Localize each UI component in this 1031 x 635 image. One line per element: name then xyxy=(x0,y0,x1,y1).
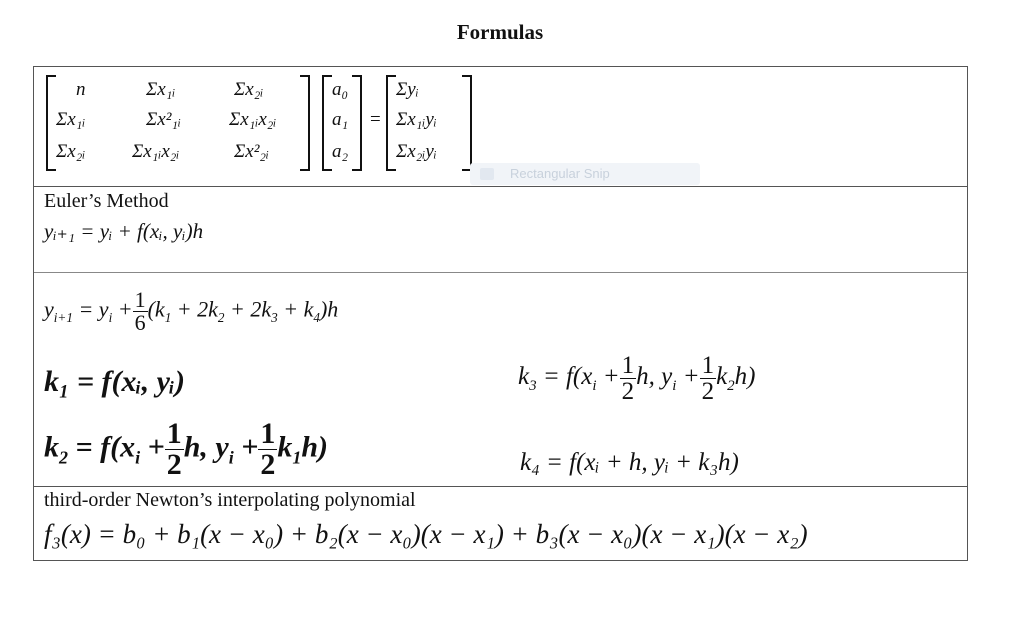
snip-icon xyxy=(480,168,494,180)
coeff-right-bracket xyxy=(352,75,362,171)
matrix-cell: Σx₂ᵢ xyxy=(56,141,86,162)
matrix-right-bracket xyxy=(300,75,310,171)
k1-formula: k₁ = f(xᵢ, yᵢ) xyxy=(44,365,186,398)
coeff-a1: a₁ xyxy=(332,109,349,130)
matrix-cell: Σx₁ᵢ xyxy=(146,79,176,100)
matrix-cell: Σx²₁ᵢ xyxy=(146,109,182,130)
rhs-left-bracket xyxy=(386,75,396,171)
k2-formula: $k_2 = f(x_i$ + $\frac{1}{2}$ h, $y_i$ + $\frac{1}{2}$ $k_1h$) xyxy=(44,417,329,481)
row-divider xyxy=(34,186,967,187)
euler-formula: yᵢ₊₁ = yᵢ + f(xᵢ, yᵢ)h xyxy=(44,219,204,243)
rhs-cell: Σyᵢ xyxy=(396,79,419,100)
rk4-main-formula: $y_{i+1} = y_i$ + $\frac{1}{6}$ $(k_1 + 2k_2 + 2k_3 + k_4)h$ xyxy=(44,287,339,335)
rhs-cell: Σx₁ᵢyᵢ xyxy=(396,109,437,130)
row-divider xyxy=(34,272,967,273)
newton-label: third-order Newton’s interpolating polynomial xyxy=(44,489,416,511)
k4-formula: k₄ = f(xᵢ + h, yᵢ + k₃h) xyxy=(520,449,739,476)
matrix-left-bracket xyxy=(46,75,56,171)
matrix-cell: Σx₁ᵢ xyxy=(56,109,86,130)
formula-table xyxy=(33,66,968,561)
euler-label: Euler’s Method xyxy=(44,190,169,212)
rhs-cell: Σx₂ᵢyᵢ xyxy=(396,141,437,162)
matrix-cell: Σx₁ᵢx₂ᵢ xyxy=(229,109,277,130)
equals-sign: = xyxy=(370,109,381,130)
matrix-cell: Σx²₂ᵢ xyxy=(234,141,270,162)
snip-watermark-text: Rectangular Snip xyxy=(510,166,610,181)
coeff-a0: a₀ xyxy=(332,79,349,100)
rhs-right-bracket xyxy=(462,75,472,171)
matrix-cell: n xyxy=(76,79,86,100)
coeff-left-bracket xyxy=(322,75,332,171)
matrix-cell: Σx₂ᵢ xyxy=(234,79,264,100)
coeff-a2: a₂ xyxy=(332,141,349,162)
matrix-cell: Σx₁ᵢx₂ᵢ xyxy=(132,141,180,162)
newton-formula: f₃(x) = b₀ + b₁(x − x₀) + b₂(x − x₀)(x − x₁) + b₃(x − x₀)(x − x₁)(x − x₂) xyxy=(44,519,808,549)
page-title: Formulas xyxy=(456,20,544,44)
k3-formula: $k_3 = f(x_i$ + $\frac{1}{2}$ h, $y_i$ + $\frac{1}{2}$ $k_2h$) xyxy=(518,352,756,405)
row-divider xyxy=(34,486,967,487)
snip-watermark xyxy=(470,163,700,185)
